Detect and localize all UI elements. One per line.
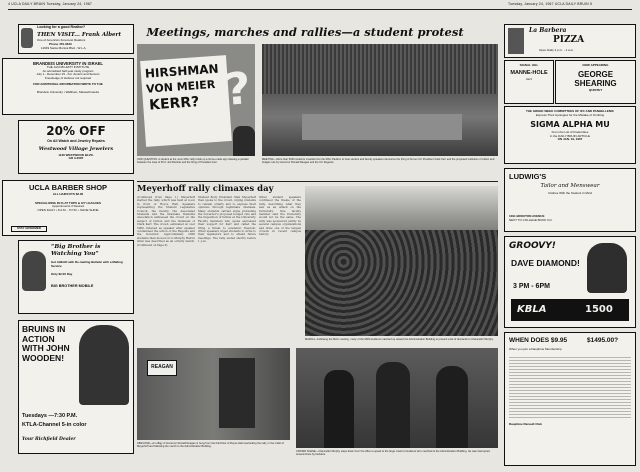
shearing-line1: NOW APPEARING: [582, 63, 609, 67]
barber-line2: SPECIALIZING IN FLAT TOPS & IVY LEAGUES: [34, 200, 101, 205]
ludwigs-address: 1091 BROXTON AVENUE: [509, 214, 545, 218]
radio-dj-ad: [504, 236, 636, 328]
greek-line1: THE GREEK WEEK COMMITTEES OF IFC AND PANHELLENIC: [525, 109, 614, 113]
photo3-caption: MARCH—Following the MAC meeting, many of the 9000 students marched up toward the Administration Building to present a list of demands to Chancellor Murphy.: [305, 338, 494, 341]
big-brother-name: BIG BROTHER MOBILE: [51, 284, 94, 288]
ludwigs-location: NEXT TO COLLEGE BOOK CO.: [509, 218, 553, 222]
manne-hole-ad: [504, 60, 554, 104]
brandeis-line3: Knowledge of Hebrew not required: [44, 75, 92, 80]
protest-sign-photo: [137, 44, 255, 156]
realtor-address: 11949 Santa Monica Blvd., W.L.A.: [41, 46, 87, 50]
realtor-ad: [18, 24, 134, 54]
brandeis-title: BRANDEIS UNIVERSITY IN ISRAEL: [33, 61, 103, 66]
dauphine-fine-print: [509, 355, 631, 419]
wooden-portrait: [79, 325, 129, 405]
sign-holder: [233, 126, 255, 156]
shearing-name: GEORGE SHEARING: [574, 69, 617, 88]
realtor-portrait: [21, 28, 33, 48]
photo2-caption: MEETING—More than 5000 students crowded into the MAC Pavilion to hear student and faculty speakers denounce the firing of former UC President Clark Kerr and the proposed institution of tuition and budget cuts by Governor Ronald Reagan and the UC Regents.: [262, 158, 495, 165]
shearing-ad: [555, 60, 636, 104]
brandeis-line4: FOR ADDITIONAL INFORMATION WRITE TO THE: [33, 82, 103, 87]
ludwigs-title: LUDWIG'S: [509, 172, 547, 181]
photo5-caption: CROWD SCENE—Chancellor Murphy steps down from his office to speak to the large crowd of students who marched to the Administration Building. He was interrupted several times by hecklers.: [296, 450, 490, 457]
dj-portrait: [587, 243, 627, 293]
manne-line3: Jazz: [525, 76, 533, 81]
effigy-figure: [219, 358, 255, 428]
effigy-sign-text: REAGAN: [151, 364, 173, 370]
big-brother-title: “Big Brother is Watching You”: [51, 244, 101, 257]
jewelers-name: Westwood Village Jewelers: [38, 145, 114, 152]
manne-line1: SIGNAL HILL: [519, 63, 539, 67]
bruins-airtime: Tuesdays —7:30 P.M.: [22, 413, 78, 419]
big-brother-line2: Only $2.00 Day: [51, 272, 73, 276]
story-column-3: Other student speakers continued the theme of the rally, describing what they saw as an attack on the University. One faculty member said the University would not be the same. The rally was sponsored jointly by several campus organizations and drew one of the largest crowds in recent campus history.: [259, 196, 301, 237]
greek-fraternity-name: SIGMA ALPHA MU: [530, 120, 610, 130]
chancellor-crowd-photo: [296, 348, 498, 448]
sign-text-2: VON MEIER: [145, 77, 216, 96]
photo4-caption: ABSCOND—An effigy of Governor Ronald Reagan is hung from the third floor of Royce Hall overlooking the rally, in the midst of Meyerhoff and following the march to the Administration Building.: [137, 442, 284, 449]
effigy-photo: [137, 348, 290, 440]
realtor-name: THEN VISIT... Frank Albert: [37, 32, 121, 38]
station-banner: [511, 299, 629, 321]
jewelers-address: 1136 WESTWOOD BLVD.: [58, 152, 94, 157]
greek-line2: Express Their Apologies for the Mistake of Omitting: [535, 112, 605, 117]
station-call-letters: KBLA: [517, 304, 547, 315]
barber-line4: OPEN DAILY • 8 A.M. - 5 P.M. • SHOE SHINE: [37, 207, 99, 212]
chef-figure: [508, 28, 524, 54]
sign-question-mark: ?: [223, 63, 253, 116]
big-brother-line1: Get AHEAD with Re-mailing Bulletin with a Mailing Service: [51, 260, 123, 268]
greek-line3: From the List of Fraternities: [551, 130, 589, 135]
page-headline: Meetings, marches and rallies—a student protest: [146, 25, 464, 39]
groovy-text: GROOVY!: [509, 241, 556, 251]
pizza-name: La Barbera: [529, 27, 567, 34]
photo1-caption: ODD QUESTION: A student at the noon MAC rally holds up a home-made sign drawing a parallel between the case of Prof. Jed Reinhar and the firing of President Kerr.: [137, 158, 249, 165]
story-column-1: (Continued from Page 1) Meyerhoff started the rally, which was held at noon in front of Royce Hall. Speakers representing the Student Legislative Council, the faculty, the Associated Students and the Graduate Students Association addressed the crowd on the subject of tuition and the dismissal of Clark Kerr. The crowd, estimated at over 5000, listened as speaker after speaker condemned the action of the Regents and the Governor. Approximately 2000 students then moved on to Murphy Hall in what was described as an orderly march. (Continued on Page 8): [137, 196, 195, 247]
big-brother-face: [22, 251, 46, 291]
greek-week-ad: [504, 106, 636, 164]
station-frequency: 1500: [585, 304, 613, 315]
crowd-stands: [262, 44, 498, 94]
march-crowd-photo: [305, 186, 498, 336]
ludwigs-line1: Clothes With the Student In Mind: [548, 191, 592, 195]
person-3: [436, 366, 468, 448]
dj-time: 3 PM - 6PM: [513, 283, 550, 290]
big-brother-ad: [18, 240, 134, 314]
pavilion-floor: [302, 114, 462, 140]
brandeis-line2: July 1 - December 15 - For Juniors and Seniors: [36, 72, 100, 77]
brandeis-line5: Brandeis University • Waltham, Massachusetts: [37, 89, 99, 94]
pizza-hours: Open Daily 4 p.m. - 1 a.m.: [539, 48, 575, 52]
jewelers-phone: GR 3-2087: [68, 156, 84, 161]
pavilion-crowd-photo: [262, 44, 498, 156]
ludwigs-sub: Tailor and Menswear: [540, 183, 600, 189]
story-column-2: Student Body President Stan Meyerhoff then spoke to the crowd, urging students to remain orderly and to express their opinions through legitimate channels. Many students carried signs protesting the Governor's proposed budget cuts and the imposition of tuition at the University. Faculty members who spoke expressed their support for Kerr and called the firing a threat to academic freedom. Other speakers urged students to write to their legislators and to attend future meetings. The rally ended shortly before 1 p.m.: [198, 196, 256, 244]
effigy-sign: [147, 360, 177, 376]
dauphine-question: WHEN DOES $9.95: [509, 337, 568, 344]
ludwigs-ad: [504, 168, 636, 232]
realtor-ad-line1: Looking for a good Realtor?: [37, 25, 86, 29]
jewelers-ad: [18, 120, 134, 174]
barber-line1: ALL HAIRCUTS $2.00: [52, 192, 84, 196]
bruins-title: BRUINS IN ACTION WITH JOHN WOODEN!: [22, 324, 70, 363]
barber-ad: [2, 180, 134, 236]
barber-badge: STAY GROOMED: [11, 226, 47, 232]
running-head-right: Tuesday, January 24, 1967 UCLA DAILY BRUIN 5: [508, 2, 593, 6]
pizza-ad: [504, 24, 636, 58]
person-1: [324, 370, 354, 448]
dauphine-line1: When you join a Dauphine Membership: [509, 347, 562, 351]
greek-line5: ON JAN. 19, 1967: [557, 137, 583, 142]
story-title: Meyerhoff rally climaxes day: [137, 184, 274, 194]
shearing-line2: QUINTET: [588, 87, 603, 92]
dauphine-name: Dauphine Renault Club: [509, 421, 542, 426]
story-rule: [137, 181, 498, 182]
sign-text-1: HIRSHMAN: [144, 61, 220, 81]
person-2: [376, 362, 410, 448]
bruins-sponsor: Your Richfield Dealer: [22, 437, 76, 442]
march-crowd: [305, 230, 498, 336]
discount-big-text: 20% OFF: [46, 124, 106, 138]
jewelers-line1: On All Watch and Jewelry Repairs: [47, 139, 105, 143]
dj-name: DAVE DIAMOND!: [511, 258, 580, 268]
brandeis-ad: [2, 58, 134, 115]
bruins-tv-ad: [18, 320, 134, 454]
dauphine-price: $1495.00?: [587, 337, 619, 344]
pizza-sub: PIZZA: [553, 35, 585, 45]
barber-title: UCLA BARBER SHOP: [28, 183, 108, 192]
running-head-left: 4 UCLA DAILY BRUIN Tuesday, January 24, 1967: [8, 2, 92, 6]
barber-line3: Appointments if Desired: [52, 204, 84, 209]
sign-text-3: KERR?: [148, 94, 200, 114]
top-rule: [8, 9, 632, 10]
realtor-phone: Phone 479-3333: [49, 42, 72, 46]
dauphine-ad: [504, 332, 636, 466]
realtor-ad-line3: One of America's Foremost Realtors: [37, 38, 86, 42]
bruins-channel: KTLA-Channel 5-in color: [22, 422, 87, 428]
brandeis-subtitle: THE JACOB HIATT INSTITUTE: [46, 65, 90, 69]
manne-line2: MANNE-HOLE: [510, 69, 548, 76]
brandeis-line1: An accredited half-year study program: [42, 68, 94, 73]
greek-line4: in the DAILY BRUIN ARTICLE: [549, 133, 591, 138]
protest-sign: [140, 55, 232, 147]
